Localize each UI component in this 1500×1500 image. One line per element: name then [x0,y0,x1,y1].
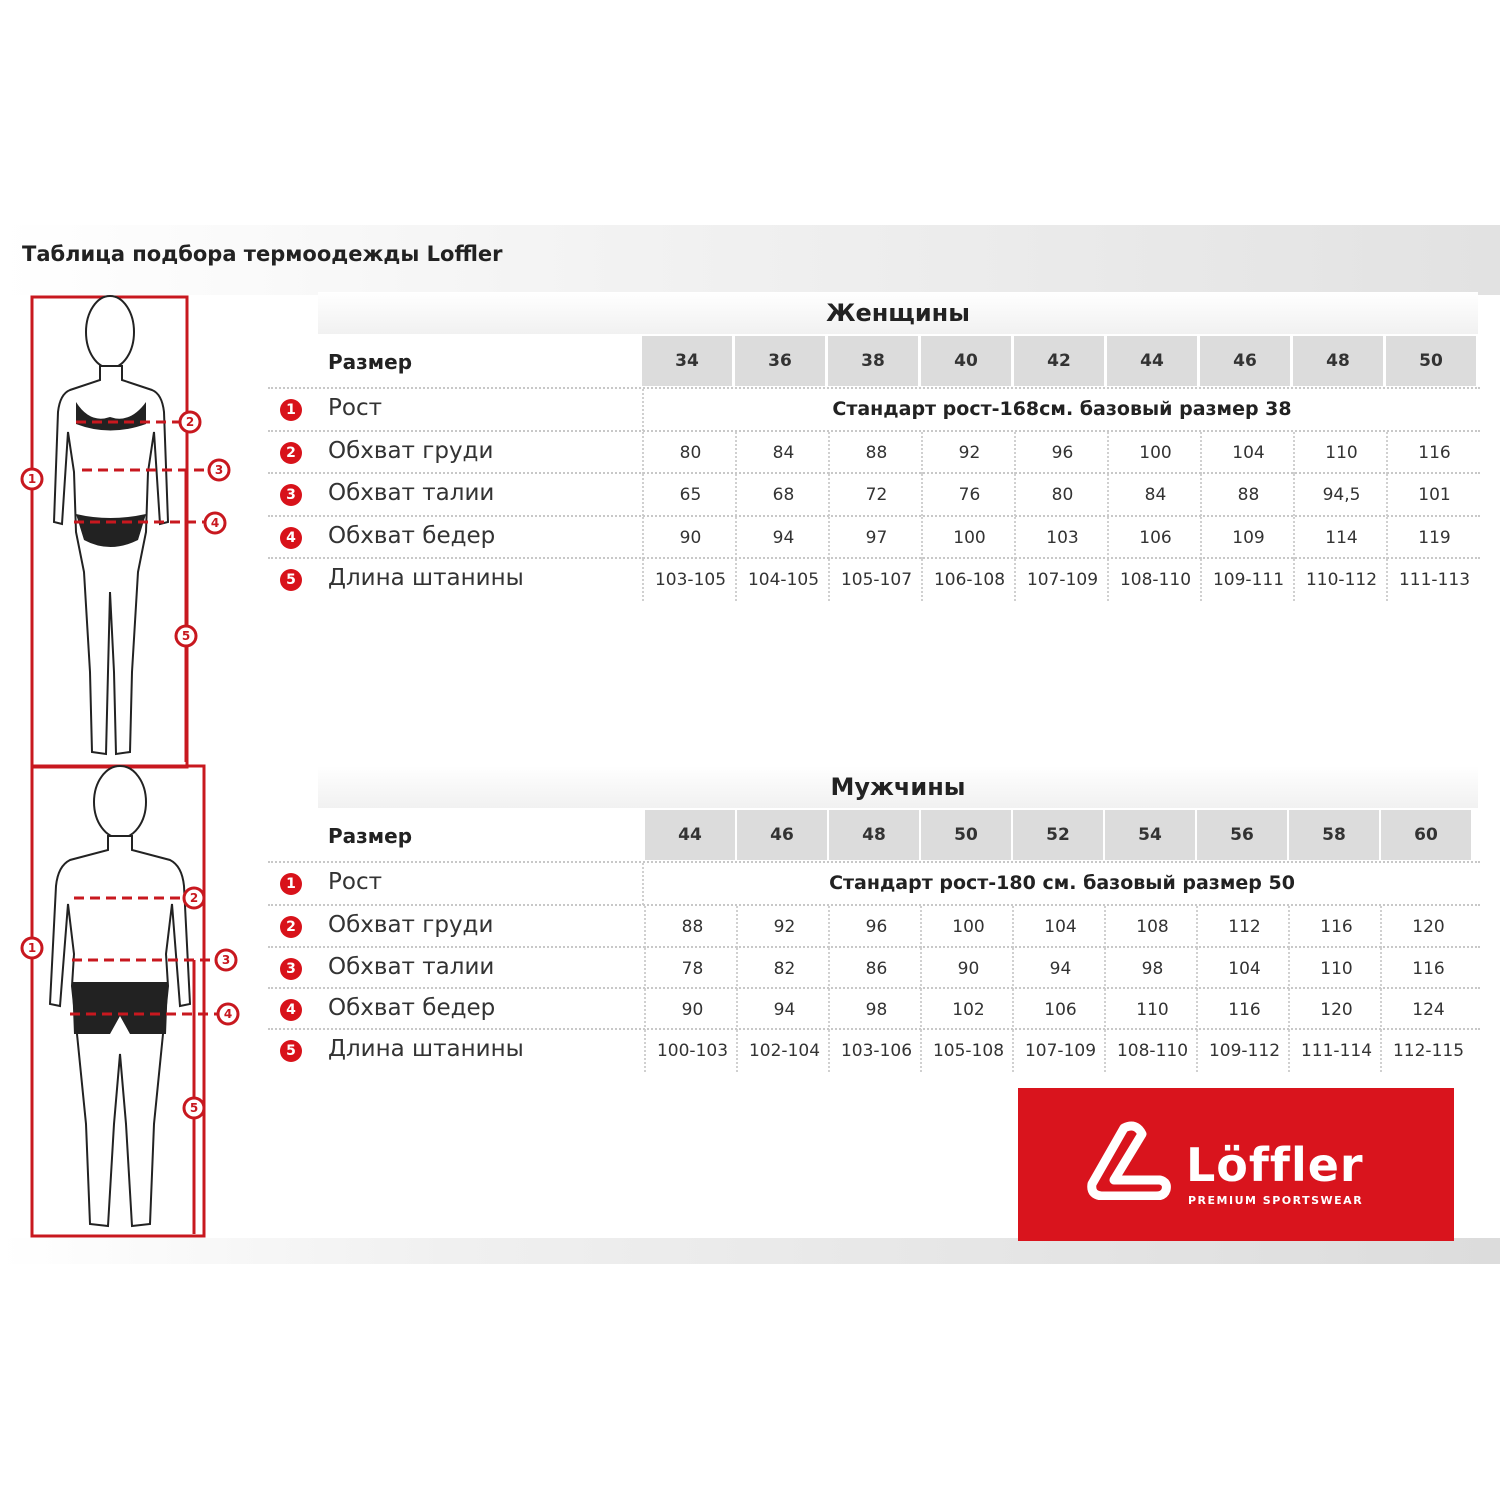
value-cell: 119 [1386,517,1481,559]
figure-marker-2: 2 [189,891,199,905]
value-cell: 94 [1012,948,1107,990]
value-cell: 116 [1196,989,1291,1031]
row-label: Обхват груди [328,438,494,464]
value-cell: 72 [828,474,923,516]
size-label: Размер [328,824,413,848]
value-cell: 88 [1200,474,1295,516]
row-number-badge: 4 [280,999,302,1021]
value-cell: 103-106 [828,1030,923,1072]
figure-marker-2: 2 [185,415,195,429]
value-cell: 110 [1288,948,1383,990]
row-number-badge: 3 [280,958,302,980]
value-cell: 98 [1104,948,1199,990]
size-cell: 52 [1013,810,1103,860]
value-cell: 106 [1107,517,1202,559]
row-number-badge: 1 [280,873,302,895]
size-cell: 42 [1014,336,1104,386]
loffler-l-icon [1084,1120,1174,1200]
men-size-table [268,766,1480,1076]
value-cell: 82 [736,948,831,990]
women-heading: Женщины [318,292,1478,334]
value-cell: 109-112 [1196,1030,1291,1072]
value-cell: 68 [735,474,830,516]
value-cell: 65 [642,474,737,516]
value-cell: 100 [920,906,1015,948]
value-cell: 102-104 [736,1030,831,1072]
size-cell: 40 [921,336,1011,386]
value-cell: 111-113 [1386,559,1481,601]
men-heading: Мужчины [318,766,1478,808]
value-cell: 78 [644,948,739,990]
value-cell: 116 [1380,948,1475,990]
value-cell: 107-109 [1014,559,1109,601]
size-cell: 56 [1197,810,1287,860]
value-cell: 90 [644,989,739,1031]
size-cell: 36 [735,336,825,386]
value-cell: 105-107 [828,559,923,601]
size-cell: 50 [1386,336,1476,386]
size-cell: 50 [921,810,1011,860]
value-cell: 110 [1293,432,1388,474]
value-cell: 105-108 [920,1030,1015,1072]
figure-marker-5: 5 [189,1101,199,1115]
row-label: Обхват бедер [328,523,496,549]
table-row-chest [268,904,1480,948]
value-cell: 108-110 [1104,1030,1199,1072]
table-row-leg-length [268,1028,1480,1072]
standard-height-note: Стандарт рост-168см. базовый размер 38 [642,389,1480,431]
value-cell: 103 [1014,517,1109,559]
value-cell: 88 [644,906,739,948]
value-cell: 116 [1288,906,1383,948]
value-cell: 116 [1386,432,1481,474]
value-cell: 112 [1196,906,1291,948]
row-label: Рост [328,869,382,895]
value-cell: 104 [1200,432,1295,474]
value-cell: 109 [1200,517,1295,559]
value-cell: 109-111 [1200,559,1295,601]
value-cell: 110 [1104,989,1199,1031]
row-label: Длина штанины [328,1036,524,1062]
loffler-logo [1018,1088,1454,1241]
value-cell: 100 [1107,432,1202,474]
row-number-badge: 3 [280,484,302,506]
value-cell: 84 [735,432,830,474]
logo-wordmark: Löffler [1186,1138,1364,1192]
table-row-height [268,861,1480,905]
figure-marker-4: 4 [223,1007,233,1021]
value-cell: 96 [1014,432,1109,474]
value-cell: 80 [1014,474,1109,516]
bottom-band [0,1238,1500,1264]
value-cell: 92 [736,906,831,948]
table-row-waist [268,472,1480,516]
value-cell: 92 [921,432,1016,474]
value-cell: 97 [828,517,923,559]
value-cell: 101 [1386,474,1481,516]
figure-marker-1: 1 [27,472,37,486]
row-label: Длина штанины [328,565,524,591]
table-row-waist [268,946,1480,990]
value-cell: 106 [1012,989,1107,1031]
document-title: Таблица подбора термоодежды Loffler [22,242,503,266]
size-cell: 48 [829,810,919,860]
row-label: Обхват груди [328,912,494,938]
size-cell: 46 [1200,336,1290,386]
size-cell: 44 [1107,336,1197,386]
size-cell: 34 [642,336,732,386]
value-cell: 84 [1107,474,1202,516]
value-cell: 76 [921,474,1016,516]
value-cell: 104 [1012,906,1107,948]
value-cell: 86 [828,948,923,990]
row-number-badge: 1 [280,399,302,421]
value-cell: 94,5 [1293,474,1388,516]
value-cell: 90 [920,948,1015,990]
standard-height-note: Стандарт рост-180 см. базовый размер 50 [642,863,1480,905]
size-cell: 58 [1289,810,1379,860]
size-cell: 48 [1293,336,1383,386]
row-label: Обхват талии [328,954,495,980]
row-number-badge: 4 [280,527,302,549]
men-size-row [268,810,1480,854]
value-cell: 112-115 [1380,1030,1475,1072]
value-cell: 104 [1196,948,1291,990]
figure-marker-5: 5 [181,629,191,643]
value-cell: 111-114 [1288,1030,1383,1072]
men-figure-illustration [10,764,255,1239]
row-label: Обхват талии [328,480,495,506]
value-cell: 102 [920,989,1015,1031]
value-cell: 90 [642,517,737,559]
value-cell: 94 [736,989,831,1031]
row-label: Рост [328,395,382,421]
women-size-row [268,336,1480,380]
size-label: Размер [328,350,413,374]
value-cell: 110-112 [1293,559,1388,601]
value-cell: 96 [828,906,923,948]
value-cell: 100-103 [644,1030,739,1072]
value-cell: 94 [735,517,830,559]
table-row-leg-length [268,557,1480,601]
women-size-table [268,292,1480,602]
row-label: Обхват бедер [328,995,496,1021]
figure-marker-3: 3 [221,953,231,967]
value-cell: 98 [828,989,923,1031]
table-row-height [268,387,1480,431]
size-cell: 38 [828,336,918,386]
value-cell: 108-110 [1107,559,1202,601]
value-cell: 88 [828,432,923,474]
size-cell: 44 [645,810,735,860]
table-row-hips [268,987,1480,1031]
row-number-badge: 5 [280,1040,302,1062]
row-number-badge: 2 [280,442,302,464]
value-cell: 80 [642,432,737,474]
value-cell: 108 [1104,906,1199,948]
figure-marker-4: 4 [210,516,220,530]
value-cell: 100 [921,517,1016,559]
value-cell: 120 [1380,906,1475,948]
logo-tagline: PREMIUM SPORTSWEAR [1188,1194,1364,1207]
table-row-hips [268,515,1480,559]
value-cell: 124 [1380,989,1475,1031]
size-cell: 54 [1105,810,1195,860]
figure-marker-3: 3 [214,463,224,477]
row-number-badge: 2 [280,916,302,938]
figure-marker-1: 1 [27,941,37,955]
size-cell: 46 [737,810,827,860]
value-cell: 114 [1293,517,1388,559]
value-cell: 103-105 [642,559,737,601]
women-figure-illustration [10,292,255,772]
value-cell: 106-108 [921,559,1016,601]
value-cell: 104-105 [735,559,830,601]
row-number-badge: 5 [280,569,302,591]
table-row-chest [268,430,1480,474]
value-cell: 120 [1288,989,1383,1031]
value-cell: 107-109 [1012,1030,1107,1072]
size-cell: 60 [1381,810,1471,860]
